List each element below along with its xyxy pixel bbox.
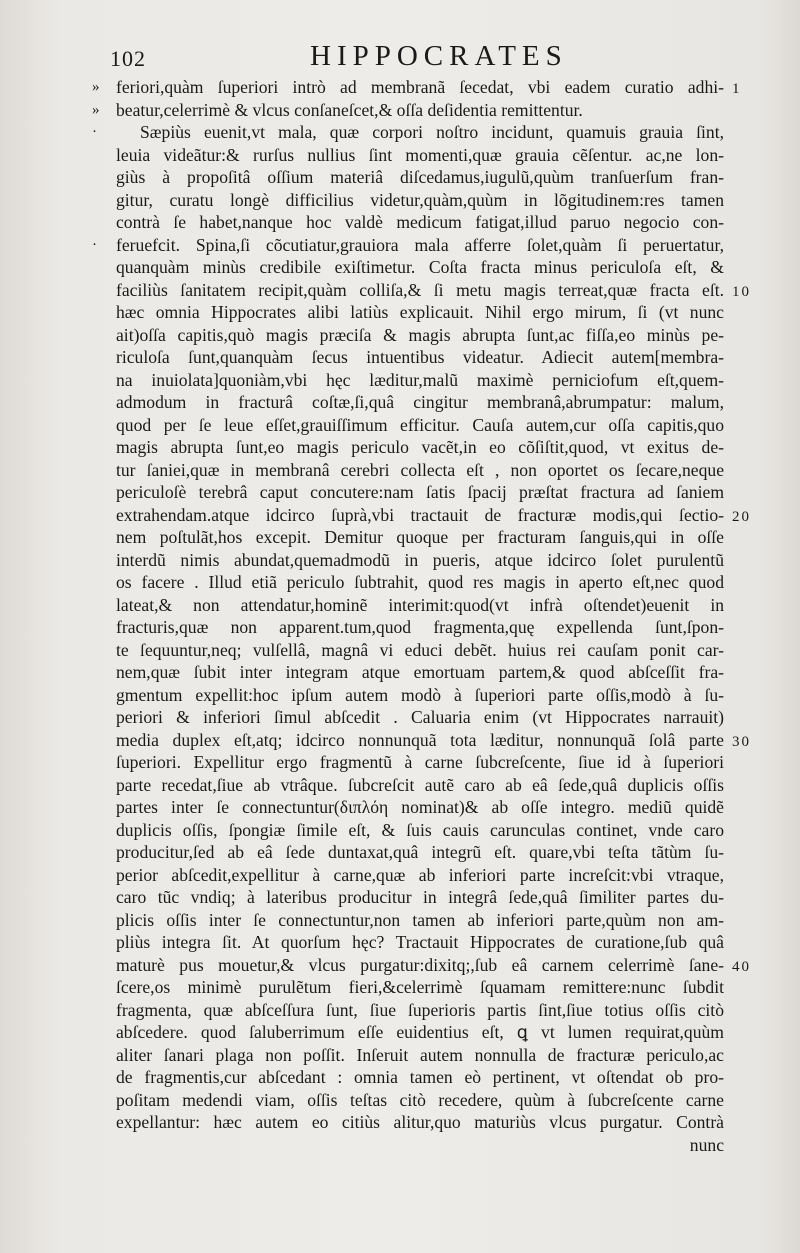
text-line	[92, 909, 724, 932]
line-text: periculoſè terebrâ caput concutere:nam ſatis ſpacij præſtat fractura ad ſaniem	[116, 482, 724, 502]
line-text: interdũ nimis abundat,quemadmodũ in pueris, atque idcirco ſolet purulentũ	[116, 549, 724, 570]
line-text: fracturis,quæ non apparent.tum,quod fragmenta,quę expellenda ſunt,ſpon-	[116, 617, 724, 637]
text-line	[92, 414, 724, 437]
line-text: caro tũc vndiq; à lateribus producitur in integrâ ſede,quâ ſimiliter partes du-	[116, 887, 724, 907]
line-text: te ſequuntur,neq; vulſellâ, magnâ vi educi debẽt. huius rei cauſam ponit car-	[116, 639, 724, 660]
line-text: feriori,quàm ſuperiori intrò ad membranã ſecedat, vbi eadem curatio adhi-	[116, 77, 724, 97]
text-line	[92, 819, 724, 842]
line-text: media duplex eſt,atq; idcirco nonnunquã tota læditur, nonnunquã ſolâ parte	[116, 729, 724, 750]
line-text: poſitam medendi viam, oſſis teſtas citò recedere, quùm à ſubcreſcente carne	[116, 1089, 724, 1110]
line-text: partes inter ſe connectuntur(διπλόη nominat)& ab oſſe integro. mediũ quidẽ	[116, 797, 724, 817]
line-number: 30	[732, 733, 751, 750]
text-line	[92, 369, 724, 392]
line-text: ſuperiori. Expellitur ergo fragmentũ à carne ſubcreſcente, ſiue id à ſuperiori	[116, 752, 724, 772]
text-line	[92, 189, 724, 212]
line-text: aliter ſanari plaga non poſſit. Inſeruit autem nonnulla de fracturæ periculo,ac	[116, 1044, 724, 1065]
line-text: ait)oſſa capitis,quò magis præciſa & magis abrupta ſunt,ac fiſſa,eo minùs pe-	[116, 324, 724, 345]
line-text: gmentum expellit:hoc ipſum autem modò à ſuperiori parte oſſis,modò à ſu-	[116, 684, 724, 705]
line-text: beatur,celerrimè & vlcus conſaneſcet,& oſſa deſidentia remittentur.	[116, 99, 583, 120]
body-text	[92, 76, 751, 1156]
text-line	[92, 144, 724, 167]
line-text: admodum in fracturâ coſtæ,ſi,quâ cingitur membranâ,abrumpatur: malum,	[116, 392, 724, 412]
line-text: hæc omnia Hippocrates alibi latiùs explicauit. Nihil ergo mirum, ſi (vt nunc	[116, 302, 724, 322]
line-text: pliùs integra ſit. At quorſum hęc? Tractauit Hippocrates de curatione,ſub quâ	[116, 932, 724, 952]
text-line	[92, 256, 724, 279]
line-text: tur ſaniei,quæ in membranâ cerebri collecta eſt , non oportet os ſecare,neque	[116, 459, 724, 480]
text-line	[92, 1044, 724, 1067]
text-line	[92, 954, 751, 977]
line-text: Sæpiùs euenit,vt mala, quæ corpori noſtro incidunt, quamuis grauia ſint,	[140, 122, 724, 142]
text-line	[92, 481, 724, 504]
text-line	[92, 976, 724, 999]
text-line	[92, 504, 751, 527]
text-line	[92, 346, 724, 369]
text-line	[92, 121, 724, 144]
text-line	[92, 301, 724, 324]
line-text: extrahendam.atque idcirco ſuprà,vbi tractauit de fracturæ modis,qui ſectio-	[116, 504, 724, 525]
running-title: HIPPOCRATES	[310, 40, 568, 72]
text-line	[92, 324, 724, 347]
line-text: lateat,& non attendatur,hominẽ interimit:quod(vt infrà oſtendet)euenit in	[116, 594, 724, 615]
text-line	[92, 436, 724, 459]
line-text: maturè pus mouetur,& vlcus purgatur:dixitq;,ſub eâ carnem celerrimè ſane-	[116, 954, 724, 975]
line-text: os facere . Illud etiã periculo ſubtrahit, quod res magis in aperto eſt,nec quod	[116, 572, 724, 592]
text-line	[92, 774, 724, 797]
line-text: producitur,ſed ab eâ ſede duntaxat,quâ integrũ eſt. quare,vbi teſta tãtùm ſu-	[116, 842, 724, 862]
text-line	[92, 76, 742, 99]
text-line	[92, 661, 724, 684]
quote-marker: ·	[92, 236, 97, 253]
text-line	[92, 616, 724, 639]
text-line	[92, 594, 724, 617]
quote-marker: »	[92, 101, 100, 118]
line-text: periori & inferiori ſimul abſcedit . Caluaria enim (vt Hippocrates narrauit)	[116, 707, 724, 727]
line-number: 10	[732, 283, 751, 300]
text-line	[92, 526, 724, 549]
line-text: parte recedat,ſiue ab vtrâque. ſubcreſcit autẽ caro ab eâ ſede,quâ duplicis oſſis	[116, 774, 724, 795]
line-text: contrà ſe habet,nanque hoc valdè medicum fatigat,illud paruo negocio con-	[116, 212, 724, 232]
text-line	[92, 1021, 724, 1044]
line-text: faciliùs ſanitatem recipit,quàm colliſa,& ſi metu magis terreat,quæ fracta eſt.	[116, 279, 724, 300]
text-line	[92, 166, 724, 189]
line-text: duplicis oſſis, ſpongiæ ſimile eſt, & ſuis cauis carunculas continet, vnde caro	[116, 819, 724, 840]
line-text: nunc	[689, 1134, 724, 1155]
text-line	[92, 706, 724, 729]
text-line	[92, 639, 724, 662]
text-line	[92, 1111, 724, 1134]
line-text: de fragmentis,cur abſcedant : omnia tamen eò pertinent, vt oſtendat ob pro-	[116, 1067, 724, 1087]
quote-marker: ·	[92, 124, 97, 140]
line-text: quanquàm minùs credibile exiſtimetur. Coſta fracta minus periculoſa eſt, &	[116, 257, 724, 277]
text-line	[92, 1066, 724, 1089]
text-line	[92, 459, 724, 482]
line-text: abſcedere. quod ſaluberrimum eſſe euidentius eſt, ꝗ vt lumen requirat,quùm	[116, 1022, 724, 1042]
line-text: riculoſa ſunt,quanquàm ſecus intuentibus videatur. Adiecit autem[membra-	[116, 347, 724, 367]
line-text: magis abrupta ſunt,eo magis periculo vacẽt,in eo cõſiſtit,quod, vt exitus de-	[116, 437, 724, 457]
line-text: giùs à propoſitâ oſſium materiâ diſcedamus,iugulũ,quùm tranſuerſum fran-	[116, 167, 724, 187]
text-line	[92, 234, 724, 257]
line-text: nem poſtulãt,hos excepit. Demitur quoque per fracturam ſanguis,qui in oſſe	[116, 527, 724, 547]
page-header	[110, 40, 730, 76]
line-number: 1	[732, 81, 742, 97]
line-text: gitur, curatu longè difficilius videtur,quàm,quùm in lõgitudinem:res tamen	[116, 189, 724, 210]
text-line	[92, 684, 724, 707]
line-text: fragmenta, quæ abſceſſura ſunt, ſiue ſuperioris partis ſint,ſiue totius oſſis citò	[116, 999, 724, 1020]
line-number: 20	[732, 508, 751, 525]
text-line	[92, 1134, 724, 1157]
line-text: plicis oſſis inter ſe connectuntur,non tamen ab inferiori parte,quùm non am-	[116, 909, 724, 930]
text-line	[92, 1089, 724, 1112]
line-text: ſcere,os minimè purulẽtum fieri,&celerrimè ſquamam remittere:nunc ſubdit	[116, 977, 724, 997]
line-text: nem,quæ ſubit inter integram atque emortuam partem,& quod abſceſſit fra-	[116, 662, 724, 682]
text-line	[92, 999, 724, 1022]
text-line	[92, 931, 724, 954]
text-line	[92, 729, 751, 752]
text-line	[92, 886, 724, 909]
line-text: leuia videãtur:& rurſus nullius ſint momenti,quæ grauia cẽſentur. ac,ne lon-	[116, 144, 724, 165]
text-line	[92, 99, 724, 122]
text-line	[92, 841, 724, 864]
line-text: na inuiolata]quoniàm,vbi hęc læditur,malũ maximè perniciofum eſt,quem-	[116, 369, 724, 390]
page-number: 102	[110, 46, 146, 71]
line-number: 40	[732, 958, 751, 975]
line-text: quod per ſe leue eſſet,grauiſſimum efficitur. Cauſa autem,cur oſſa capitis,quo	[116, 414, 724, 435]
line-text: feruefcit. Spina,ſi cõcutiatur,grauiora mala afferre ſolet,quàm ſi peruertatur,	[116, 234, 724, 255]
quote-marker: »	[92, 79, 100, 95]
line-text: perior abſcedit,expellitur à carne,quæ ab inferiori parte increſcit:vbi vtraque,	[116, 864, 724, 885]
text-line	[92, 549, 724, 572]
text-line	[92, 279, 751, 302]
text-line	[92, 796, 724, 819]
text-line	[92, 751, 724, 774]
text-line	[92, 571, 724, 594]
text-line	[92, 864, 724, 887]
text-line	[92, 391, 724, 414]
text-line	[92, 211, 724, 234]
line-text: expellantur: hæc autem eo citiùs alitur,quo maturiùs vlcus purgatur. Contrà	[116, 1112, 724, 1132]
